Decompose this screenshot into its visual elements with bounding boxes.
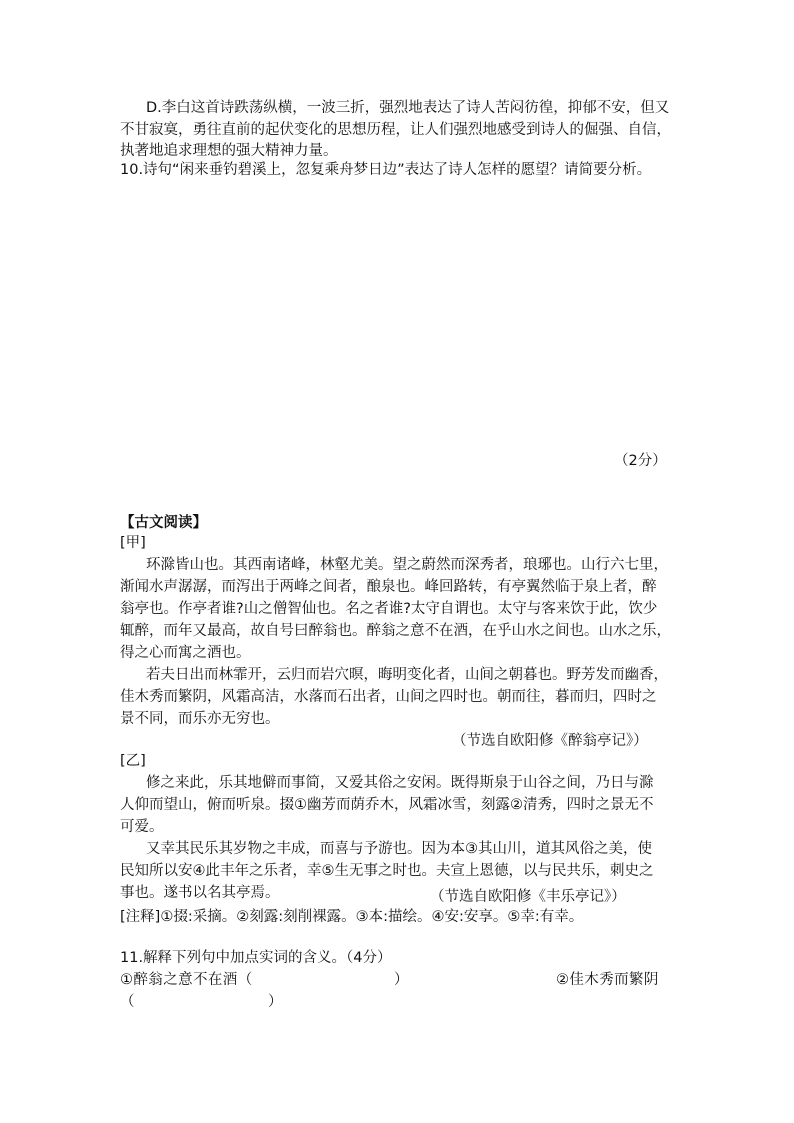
question-11-item-2: ②佳木秀而繁阴 <box>556 972 659 988</box>
section-heading: 【古文阅读】 <box>120 515 207 531</box>
passage-a-line: 环滁皆山也。其西南诸峰，林壑尤美。望之蔚然而深秀者，琅琊也。山行六七里， <box>146 557 668 573</box>
passage-a-line: 得之心而寓之酒也。 <box>120 645 251 661</box>
passage-b-line: 可爱。 <box>120 819 164 835</box>
question-11-item-2-close: ） <box>268 994 283 1010</box>
passage-a-line: 渐闻水声潺潺，而泻出于两峰之间者，酿泉也。峰回路转，有亭翼然临于泉上者，醉 <box>120 579 657 595</box>
passage-a-line: 佳木秀而繁阴，风霜高洁，水落而石出者，山间之四时也。朝而往，暮而归，四时之 <box>120 689 657 705</box>
option-d-line-1: D.李白这首诗跌荡纵横，一波三折，强烈地表达了诗人苦闷彷徨，抑郁不安，但又 <box>146 100 670 116</box>
passage-b-line: 又幸其民乐其岁物之丰成，而喜与予游也。因为本③其山川，道其风俗之美，使 <box>146 841 652 857</box>
passage-a-line: 景不同，而乐亦无穷也。 <box>120 711 280 727</box>
passage-b-line: 民知所以安④此丰年之乐者，幸⑤生无事之时也。夫宣上恩德，以与民共乐，刺史之 <box>120 863 654 879</box>
question-11: 11.解释下列句中加点实词的含义。（4分） <box>120 950 392 966</box>
passage-b-line: 事也。遂书以名其亭焉。 <box>120 885 280 901</box>
passage-b-line: 人仰而望山，俯而听泉。掇①幽芳而荫乔木，风霜冰雪，刻露②清秀，四时之景无不 <box>120 797 654 813</box>
question-10: 10.诗句“闲来垂钓碧溪上，忽复乘舟梦日边”表达了诗人怎样的愿望？请简要分析。 <box>120 162 652 178</box>
question-11-item-1-close: ） <box>394 972 409 988</box>
passage-b-label: [乙] <box>120 753 146 769</box>
passage-b-line: 修之来此，乐其地僻而事简，又爱其俗之安闲。既得斯泉于山谷之间，乃日与滁 <box>146 775 654 791</box>
option-d-line-3: 执著地追求理想的强大精神力量。 <box>120 143 338 159</box>
passage-a-line: 若夫日出而林霏开，云归而岩穴暝，晦明变化者，山间之朝暮也。野芳发而幽香， <box>146 667 668 683</box>
option-d-line-2: 不甘寂寞，勇往直前的起伏变化的思想历程，让人们强烈地感受到诗人的倔强、自信， <box>120 122 671 138</box>
question-10-score: （2分） <box>614 453 667 469</box>
question-11-item-1: ①醉翁之意不在酒（ <box>120 972 253 988</box>
question-11-item-2-open: （ <box>120 994 135 1010</box>
passage-a-line: 翁亭也。作亭者谁?山之僧智仙也。名之者谁?太守自谓也。太守与客来饮于此，饮少 <box>120 601 658 617</box>
passage-a-line: 辄醉，而年又最高，故自号曰醉翁也。醉翁之意不在酒，在乎山水之间也。山水之乐， <box>120 623 671 639</box>
passage-b-notes: [注释]①掇:采摘。②刻露:刻削裸露。③本:描绘。④安:安享。⑤幸:有幸。 <box>120 909 584 925</box>
passage-a-source: （节选自欧阳修《醉翁亭记》） <box>452 733 648 749</box>
passage-b-source: （节选自欧阳修《丰乐亭记》） <box>430 889 626 905</box>
passage-a-label: [甲] <box>120 535 146 551</box>
